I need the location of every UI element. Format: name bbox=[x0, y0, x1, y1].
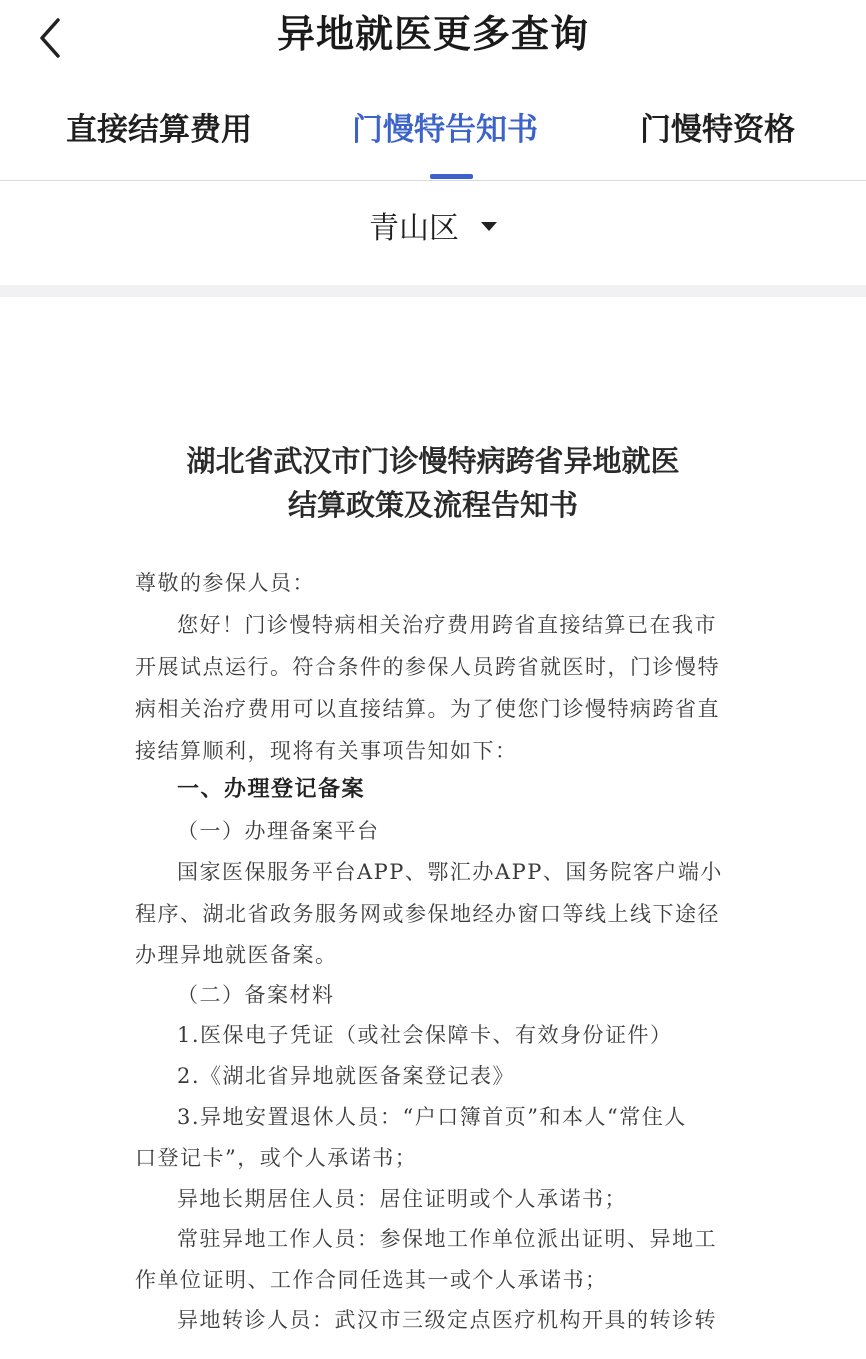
document-line: 作单位证明、工作合同任选其一或个人承诺书； bbox=[135, 1268, 608, 1292]
subsection-heading: （二）备案材料 bbox=[177, 983, 335, 1007]
document-line: 3.异地安置退休人员：“户口簿首页”和本人“常住人 bbox=[177, 1105, 687, 1129]
app-header bbox=[0, 0, 866, 80]
tab-notice[interactable]: 门慢特告知书 bbox=[352, 112, 538, 148]
tab-direct-settlement[interactable]: 直接结算费用 bbox=[66, 112, 252, 148]
notice-document bbox=[0, 297, 866, 1359]
section-heading: 一、办理登记备案 bbox=[177, 776, 366, 802]
district-selected-value: 青山区 bbox=[369, 211, 459, 246]
document-title-line-2: 结算政策及流程告知书 bbox=[287, 488, 578, 522]
document-line: 您好！门诊慢特病相关治疗费用跨省直接结算已在我市 bbox=[177, 613, 717, 637]
document-line: 1.医保电子凭证（或社会保障卡、有效身份证件） bbox=[177, 1023, 673, 1047]
document-line: 程序、湖北省政务服务网或参保地经办窗口等线上线下途径 bbox=[135, 902, 720, 926]
tab-bar bbox=[0, 90, 866, 181]
active-tab-indicator bbox=[430, 174, 473, 179]
tab-qualification[interactable]: 门慢特资格 bbox=[640, 112, 795, 148]
document-line: 常驻异地工作人员：参保地工作单位派出证明、异地工 bbox=[177, 1227, 717, 1251]
document-line: 异地转诊人员：武汉市三级定点医疗机构开具的转诊转 bbox=[177, 1308, 717, 1332]
document-line: 异地长期居住人员：居住证明或个人承诺书； bbox=[177, 1187, 627, 1211]
document-line: 国家医保服务平台APP、鄂汇办APP、国务院客户端小 bbox=[177, 860, 723, 884]
caret-down-icon bbox=[481, 222, 497, 231]
document-line: 2.《湖北省异地就医备案登记表》 bbox=[177, 1064, 516, 1088]
document-line: 接结算顺利，现将有关事项告知如下： bbox=[135, 739, 518, 763]
district-dropdown[interactable] bbox=[0, 204, 866, 254]
subsection-heading: （一）办理备案平台 bbox=[177, 819, 380, 843]
document-line: 病相关治疗费用可以直接结算。为了使您门诊慢特病跨省直 bbox=[135, 697, 720, 721]
document-line: 办理异地就医备案。 bbox=[135, 943, 338, 967]
document-line: 口登记卡”，或个人承诺书； bbox=[135, 1146, 418, 1170]
document-title-line-1: 湖北省武汉市门诊慢特病跨省异地就医 bbox=[186, 444, 680, 478]
section-divider bbox=[0, 285, 866, 297]
page-title: 异地就医更多查询 bbox=[276, 12, 589, 56]
document-line: 尊敬的参保人员： bbox=[135, 571, 315, 595]
document-line: 开展试点运行。符合条件的参保人员跨省就医时，门诊慢特 bbox=[135, 655, 720, 679]
